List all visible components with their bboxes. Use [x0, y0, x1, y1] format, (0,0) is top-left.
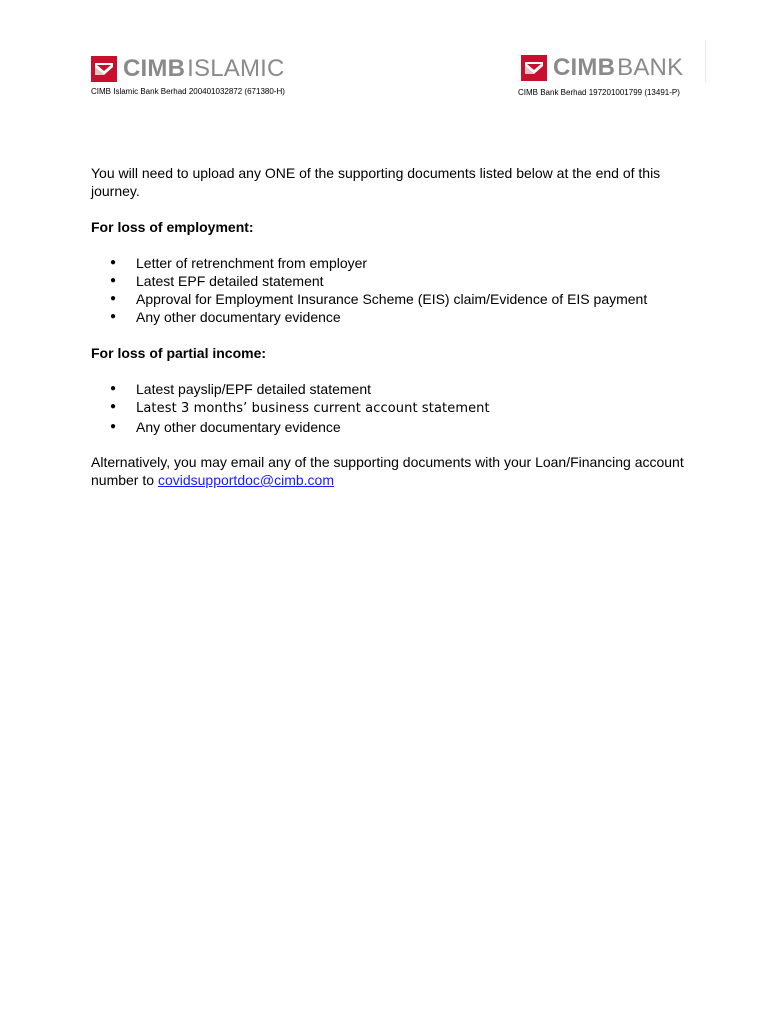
- bullet-icon: ●: [110, 383, 117, 394]
- cimb-islamic-registration: CIMB Islamic Bank Berhad 200401032872 (671380-H): [91, 87, 285, 96]
- cimb-bank-registration: CIMB Bank Berhad 197201001799 (13491-P): [518, 88, 680, 97]
- closing-text: Alternatively, you may email any of the supporting documents with your Loan/Financing account number to: [91, 454, 684, 488]
- logo-word-cimb: CIMB: [553, 54, 616, 81]
- employment-documents-list: [91, 254, 691, 326]
- cimb-bank-logo: [518, 54, 684, 97]
- bullet-icon: ●: [110, 257, 117, 268]
- header-divider: [705, 40, 706, 82]
- support-email-link[interactable]: covidsupportdoc@cimb.com: [157, 472, 334, 488]
- bullet-icon: ●: [110, 293, 117, 304]
- list-item: ● Latest EPF detailed statement: [110, 273, 324, 289]
- list-item: ● Any other documentary evidence: [110, 419, 341, 435]
- document-body: [91, 164, 691, 489]
- section-heading-partial-income: For loss of partial income:: [91, 345, 267, 361]
- bullet-icon: ●: [110, 401, 117, 412]
- cimb-chevron-logo-icon: [521, 55, 547, 81]
- list-item: ● Latest payslip/EPF detailed statement: [110, 381, 372, 397]
- partial-income-documents-list: [91, 380, 691, 436]
- bullet-icon: ●: [110, 311, 117, 322]
- list-item: ● Latest 3 months’ business current account statement: [91, 398, 681, 418]
- list-item: ● Any other documentary evidence: [110, 309, 341, 325]
- intro-paragraph: You will need to upload any ONE of the supporting documents listed below at the end of this journey.: [91, 165, 661, 199]
- section-heading-employment: For loss of employment:: [91, 219, 254, 235]
- list-item: ● Approval for Employment Insurance Scheme (EIS) claim/Evidence of EIS payment: [110, 291, 648, 307]
- logo-word-islamic: ISLAMIC: [187, 55, 285, 82]
- closing-paragraph: [91, 453, 691, 489]
- logo-word-cimb: CIMB: [123, 55, 186, 82]
- cimb-chevron-logo-icon: [91, 56, 117, 82]
- bullet-icon: ●: [110, 421, 117, 432]
- list-item: ● Letter of retrenchment from employer: [110, 255, 368, 271]
- bullet-icon: ●: [110, 275, 117, 286]
- cimb-islamic-logo: [91, 55, 285, 96]
- logo-word-bank: BANK: [617, 54, 684, 81]
